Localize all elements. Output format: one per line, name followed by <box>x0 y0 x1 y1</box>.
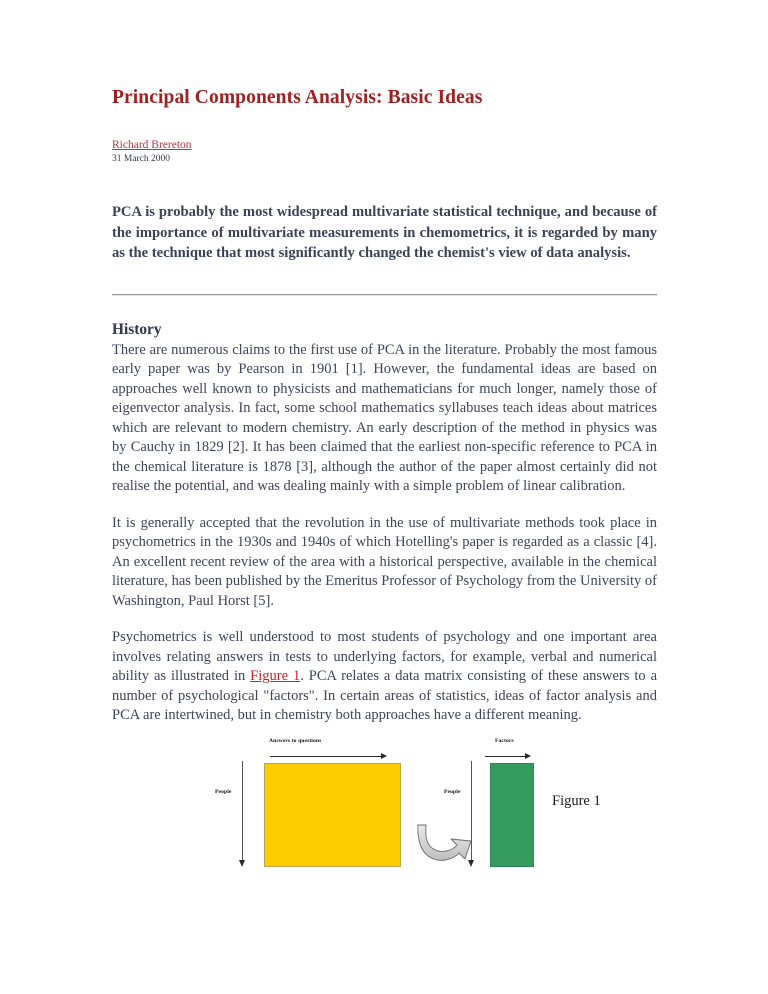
figure-1-link[interactable]: Figure 1 <box>250 668 301 685</box>
abstract-paragraph: PCA is probably the most widespread multivariate statistical technique, and because of the importance of multivariate measurements in chemometrics, it is regarded by many as the technique that most significantly changed the chemist's view of data analysis. <box>112 203 657 262</box>
factors-matrix-rectangle <box>490 763 534 867</box>
paragraph-history-2: It is generally accepted that the revolution in the use of multivariate methods took place in psychometrics in the 1930s and 1940s of which Hotelling's paper is regarded as a classic [4]. An excellent recent review of the area with a historical perspective, available in the chemical literature, has been published by the Emeritus Professor of Psychology from the University of Washington, Paul Horst [5]. <box>112 514 657 609</box>
figure-caption: Figure 1 <box>552 793 601 809</box>
author-block <box>112 135 657 165</box>
figure-label-factors: Factors <box>495 738 514 744</box>
answers-axis-arrowhead <box>381 753 387 759</box>
paragraph-history-3-tail: . PCA relates a data matrix consisting of these answers to a number of psychological "factors". In certain areas of statistics, ideas of factor analysis and PCA are intertwined, but in chemistry both approaches have a different meaning. <box>112 668 658 724</box>
data-matrix-rectangle <box>264 763 401 867</box>
people-axis-arrowhead-left <box>239 860 245 867</box>
figure-label-people-right: People <box>444 789 461 795</box>
answers-axis-line <box>270 756 382 757</box>
people-axis-arrow-left <box>239 761 246 867</box>
author-link[interactable]: Richard Brereton <box>112 139 192 152</box>
factors-axis-arrowhead <box>525 753 531 759</box>
paragraph-history-3 <box>112 628 657 726</box>
figure-label-answers-to-questions: Answers to questions <box>269 738 322 744</box>
paragraph-history-3-lead: Psychometrics is well understood to most students of psychology and one important area involves relating answers in tests to underlying factors, for example, verbal and numerical ability as illustrated in <box>112 629 657 685</box>
factors-axis-arrow <box>485 753 531 760</box>
section-divider <box>112 294 657 296</box>
section-heading-history: History <box>112 320 162 338</box>
document-date: 31 March 2000 <box>112 154 171 165</box>
document-content <box>112 86 657 726</box>
answers-axis-arrow <box>270 753 387 760</box>
people-axis-line-left <box>242 761 243 861</box>
figure-1 <box>112 728 657 913</box>
paragraph-history-1: There are numerous claims to the first use of PCA in the literature. Probably the most famous early paper was by Pearson in 1901 [1]. However, the fundamental ideas are based on approaches well known to physicists and mathematicians for much longer, namely those of eigenvector analysis. In fact, some school mathematics syllabuses teach ideas about matrices which are relevant to modern chemistry. An early description of the method in physics was by Cauchy in 1829 [2]. It has been claimed that the earliest non-specific reference to PCA in the chemical literature is 1878 [3], although the author of the paper almost certainly did not realise the potential, and was dealing mainly with a simple problem of linear calibration. <box>112 341 657 495</box>
factors-axis-line <box>485 756 526 757</box>
people-axis-line-right <box>471 761 472 861</box>
page-title: Principal Components Analysis: Basic Ideas <box>112 87 483 108</box>
figure-label-people-left: People <box>215 789 232 795</box>
people-axis-arrow-right <box>468 761 475 867</box>
people-axis-arrowhead-right <box>468 860 474 867</box>
